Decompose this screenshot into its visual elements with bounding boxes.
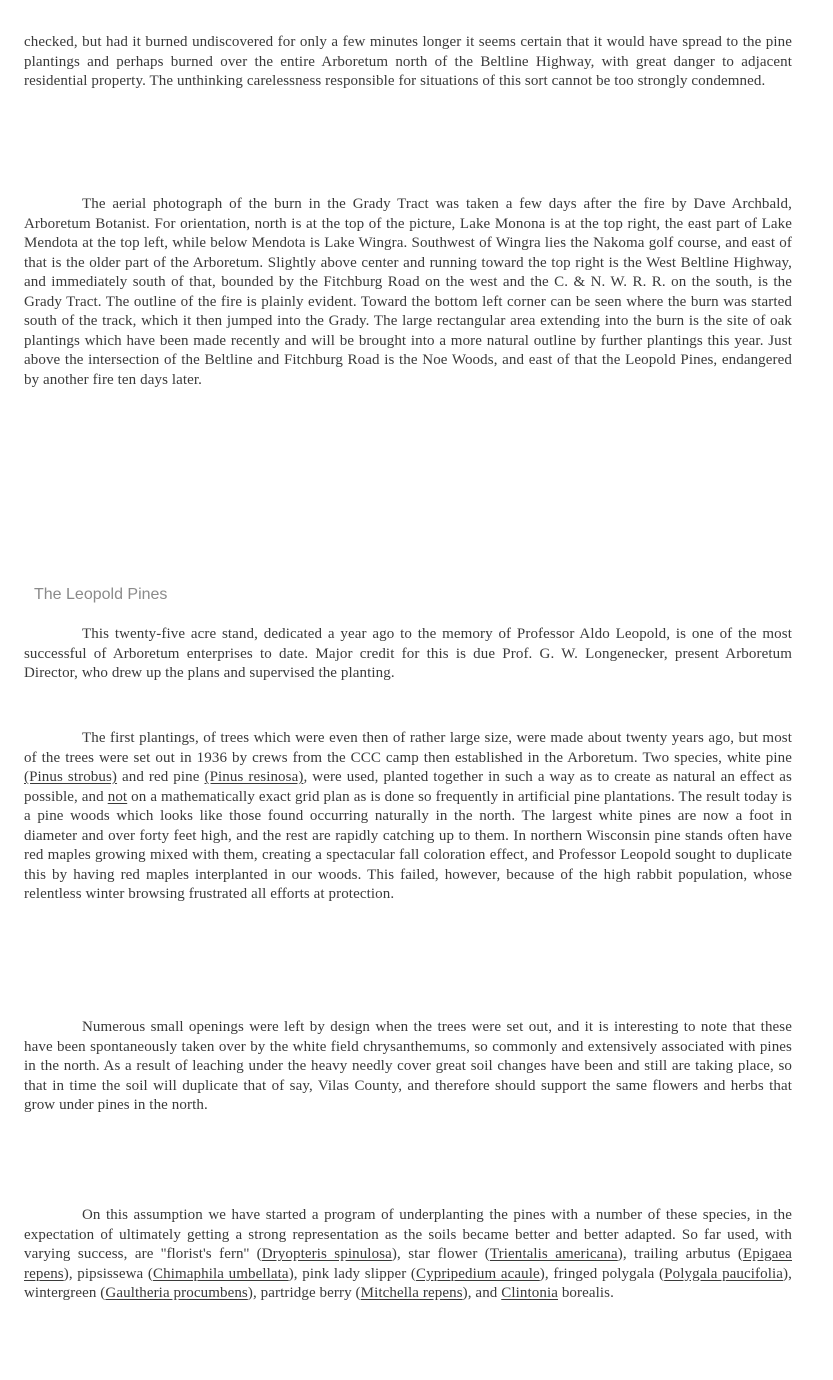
text-run: ), star flower ( (391, 1246, 490, 1262)
paragraph-aerial-photograph: The aerial photograph of the burn in the Grady Tract was taken a few days after the fire by Dave Archbald, Arboretum Botanist. For orientation, north is at the top of the picture, Lake Monona is at the top right, the east part of Lake Mendota at the top left, while below Mendota is Lake Wingra. Southwest of Wingra lies the Nakoma golf course, and east of that is the older part of the Arboretum. Slightly above center and running toward the top right is the West Beltline Highway, and immediately south of that, bounded by the Fitchburg Road on the west and the C. & N. W. R. R. on the south, is the Grady Tract. The outline of the fire is plainly evident. Toward the bottom left corner can be seen where the burn was started south of the track, which it then jumped into the Grady. The large rectangular area extending into the burn is the site of oak plantings which have been made recently and will be brought into a more natural outline by further plantings this year. Just above the intersection of the Beltline and Fitchburg Road is the Noe Woods, and east of that the Leopold Pines, endangered by another fire ten days later. (24, 196, 792, 388)
species-name: (Pinus resinosa) (204, 769, 304, 785)
species-name: Gaultheria procumbens (105, 1285, 248, 1301)
species-name: Epigaea repens (24, 1246, 792, 1282)
text-run: and red pine (117, 769, 205, 785)
species-name: Cypripedium acaule (416, 1265, 540, 1282)
paragraph-leopold-dedication: This twenty-five acre stand, dedicated a year ago to the memory of Professor Aldo Leopold, is one of the most successful of Arboretum enterprises to date. Major credit for this is due Prof. G. W. Longenecker, present Arboretum Director, who drew up the plans and supervised the planting. (24, 626, 792, 681)
text-run: ), wintergreen ( (24, 1265, 792, 1301)
species-name: Polygala paucifolia (664, 1265, 784, 1282)
paragraph-underplanting (24, 1206, 792, 1304)
emphasis-not: not (107, 788, 128, 805)
species-name: Chimaphila umbellata (153, 1265, 289, 1282)
text-run: , were used, planted together in such a way as to create as natural an effect as possible, and (24, 769, 792, 805)
text-run: ), pipsissewa ( (63, 1265, 154, 1282)
text-run: ), partridge berry ( (247, 1285, 361, 1301)
text-run: ), fringed polygala ( (539, 1265, 665, 1282)
text-run: borealis. (557, 1285, 614, 1301)
text-run: ), trailing arbutus ( (617, 1246, 743, 1262)
paragraph-fire-danger: checked, but had it burned undiscovered for only a few minutes longer it seems certain that it would have spread to the pine plantings and perhaps burned over the entire Arboretum north of the Beltline Highway, with great danger to adjacent residential property. The unthinking carelessness responsible for situations of this sort cannot be too strongly condemned. (24, 34, 792, 89)
species-name: (Pinus strobus) (24, 769, 118, 785)
text-run: ), and (462, 1285, 502, 1301)
species-name: Dryopteris spinulosa (261, 1246, 392, 1262)
text-run: on a mathematically exact grid plan as is done so frequently in artificial pine plantations. The result today is a pine woods which looks like those found occurring naturally in the north. The largest white pines are now a foot in diameter and over forty feet high, and the rest are rapidly catching up to them. In northern Wisconsin pine stands often have red maples growing mixed with them, creating a spectacular fall coloration effect, and Professor Leopold sought to duplicate this by having red maples interplanted in our woods. This failed, however, because of the high rabbit population, whose relentless winter browsing frustrated all efforts at protection. (24, 788, 792, 902)
text-run: On this assumption we have started a program of underplanting the pines with a number of these species, in the expectation of ultimately getting a strong representation as the soils became better and better adapted. So far used, with varying success, are ''florist's fern'' ( (24, 1207, 792, 1262)
section-heading-leopold-pines: The Leopold Pines (34, 586, 168, 603)
paragraph-first-plantings (24, 729, 792, 905)
text-run: ), pink lady slipper ( (288, 1265, 417, 1282)
species-name: Clintonia (501, 1285, 558, 1301)
paragraph-openings: Numerous small openings were left by design when the trees were set out, and it is interesting to note that these have been spontaneously taken over by the white field chrysanthemums, so commonly and extensively associated with pines in the north. As a result of leaching under the heavy needly cover great soil changes have been and still are taking place, so that in time the soil will duplicate that of say, Vilas County, and therefore should support the same flowers and herbs that grow under pines in the north. (24, 1019, 792, 1113)
text-run: The first plantings, of trees which were even then of rather large size, were made about twenty years ago, but most of the trees were set out in 1936 by crews from the CCC camp then established in the Arboretum. Two species, white pine (24, 730, 792, 766)
species-name: Mitchella repens (360, 1285, 463, 1301)
species-name: Trientalis americana (489, 1246, 618, 1262)
